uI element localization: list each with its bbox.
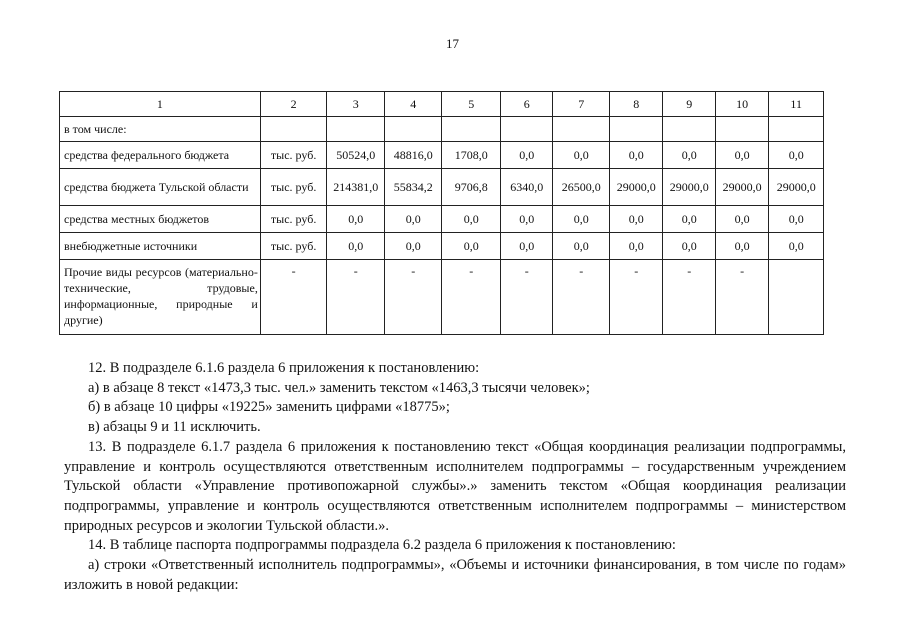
value-cell	[442, 117, 501, 142]
value-cell: 0,0	[609, 142, 662, 169]
value-cell: 0,0	[663, 233, 715, 260]
value-cell: 29000,0	[715, 169, 768, 206]
value-cell: 55834,2	[384, 169, 442, 206]
value-cell: 50524,0	[327, 142, 385, 169]
value-cell: 0,0	[501, 233, 553, 260]
row-label: Прочие виды ресурсов (материально-технические, трудовые, информационные, природные и другие)	[60, 260, 261, 335]
value-cell	[769, 117, 824, 142]
value-cell	[769, 260, 824, 335]
column-header: 5	[442, 92, 501, 117]
column-header: 1	[60, 92, 261, 117]
paragraph-14a: а) строки «Ответственный исполнитель подпрограммы», «Объемы и источники финансирования, в том числе по годам» изложить в новой редакции:	[64, 557, 846, 593]
value-cell: -	[553, 260, 610, 335]
row-label: средства местных бюджетов	[60, 206, 261, 233]
unit-cell: тыс. руб.	[260, 206, 327, 233]
value-cell: -	[663, 260, 715, 335]
unit-cell: тыс. руб.	[260, 233, 327, 260]
unit-cell: тыс. руб.	[260, 142, 327, 169]
value-cell: 0,0	[609, 233, 662, 260]
row-label: средства федерального бюджета	[60, 142, 261, 169]
value-cell: 29000,0	[663, 169, 715, 206]
table-row	[60, 169, 824, 206]
value-cell: 1708,0	[442, 142, 501, 169]
value-cell: -	[442, 260, 501, 335]
value-cell: 0,0	[384, 233, 442, 260]
paragraph-14: 14. В таблице паспорта подпрограммы подраздела 6.2 раздела 6 приложения к постановлению:	[88, 537, 676, 554]
row-label: в том числе:	[60, 117, 261, 142]
document-body	[64, 359, 846, 595]
paragraph-13: 13. В подразделе 6.1.7 раздела 6 приложения к постановлению текст «Общая координация реализации подпрограммы, управление и контроль осуществляются ответственным исполнителем подпрограммы – государственным учреждением Тульской области «Управление противопожарной службы».» заменить текстом «Общая координация реализации подпрограммы, управление и контроль осуществляются ответственным исполнителем подпрограммы – министерством природных ресурсов и экологии Тульской области.».	[64, 438, 846, 534]
row-label: средства бюджета Тульской области	[60, 169, 261, 206]
value-cell: 214381,0	[327, 169, 385, 206]
value-cell: -	[384, 260, 442, 335]
value-cell	[663, 117, 715, 142]
column-header: 10	[715, 92, 768, 117]
value-cell: 0,0	[327, 206, 385, 233]
value-cell: 0,0	[715, 206, 768, 233]
paragraph-12a: а) в абзаце 8 текст «1473,3 тыс. чел.» заменить текстом «1463,3 тысячи человек»;	[88, 379, 590, 396]
value-cell: 0,0	[769, 206, 824, 233]
value-cell: 0,0	[609, 206, 662, 233]
table-row	[60, 233, 824, 260]
value-cell: 0,0	[553, 142, 610, 169]
value-cell	[715, 117, 768, 142]
paragraph-12c: в) абзацы 9 и 11 исключить.	[88, 419, 261, 436]
column-header: 6	[501, 92, 553, 117]
table-row	[60, 142, 824, 169]
paragraph-12b: б) в абзаце 10 цифры «19225» заменить цифрами «18775»;	[88, 399, 450, 416]
page-number: 17	[446, 36, 459, 51]
unit-cell: -	[260, 260, 327, 335]
value-cell: 0,0	[663, 142, 715, 169]
value-cell: 0,0	[442, 233, 501, 260]
value-cell: -	[609, 260, 662, 335]
table-row	[60, 117, 824, 142]
value-cell: 26500,0	[553, 169, 610, 206]
unit-cell	[260, 117, 327, 142]
value-cell: -	[715, 260, 768, 335]
unit-cell: тыс. руб.	[260, 169, 327, 206]
column-header: 11	[769, 92, 824, 117]
column-header: 2	[260, 92, 327, 117]
value-cell: 48816,0	[384, 142, 442, 169]
value-cell: -	[501, 260, 553, 335]
value-cell: 0,0	[663, 206, 715, 233]
value-cell: 0,0	[384, 206, 442, 233]
value-cell: 0,0	[715, 142, 768, 169]
value-cell: 0,0	[715, 233, 768, 260]
value-cell: 0,0	[769, 233, 824, 260]
row-label: внебюджетные источники	[60, 233, 261, 260]
value-cell	[384, 117, 442, 142]
value-cell: 0,0	[769, 142, 824, 169]
table-row	[60, 206, 824, 233]
value-cell: 6340,0	[501, 169, 553, 206]
funding-table	[59, 91, 824, 335]
value-cell	[553, 117, 610, 142]
value-cell: -	[327, 260, 385, 335]
value-cell: 0,0	[501, 206, 553, 233]
value-cell: 0,0	[327, 233, 385, 260]
value-cell: 0,0	[442, 206, 501, 233]
column-header: 4	[384, 92, 442, 117]
table-row	[60, 260, 824, 335]
value-cell	[609, 117, 662, 142]
paragraph-12: 12. В подразделе 6.1.6 раздела 6 приложения к постановлению:	[88, 360, 480, 376]
table-header-row	[60, 92, 824, 117]
column-header: 7	[553, 92, 610, 117]
value-cell: 29000,0	[769, 169, 824, 206]
value-cell: 29000,0	[609, 169, 662, 206]
value-cell: 9706,8	[442, 169, 501, 206]
value-cell: 0,0	[501, 142, 553, 169]
column-header: 9	[663, 92, 715, 117]
value-cell	[327, 117, 385, 142]
column-header: 8	[609, 92, 662, 117]
value-cell	[501, 117, 553, 142]
value-cell: 0,0	[553, 206, 610, 233]
column-header: 3	[327, 92, 385, 117]
value-cell: 0,0	[553, 233, 610, 260]
